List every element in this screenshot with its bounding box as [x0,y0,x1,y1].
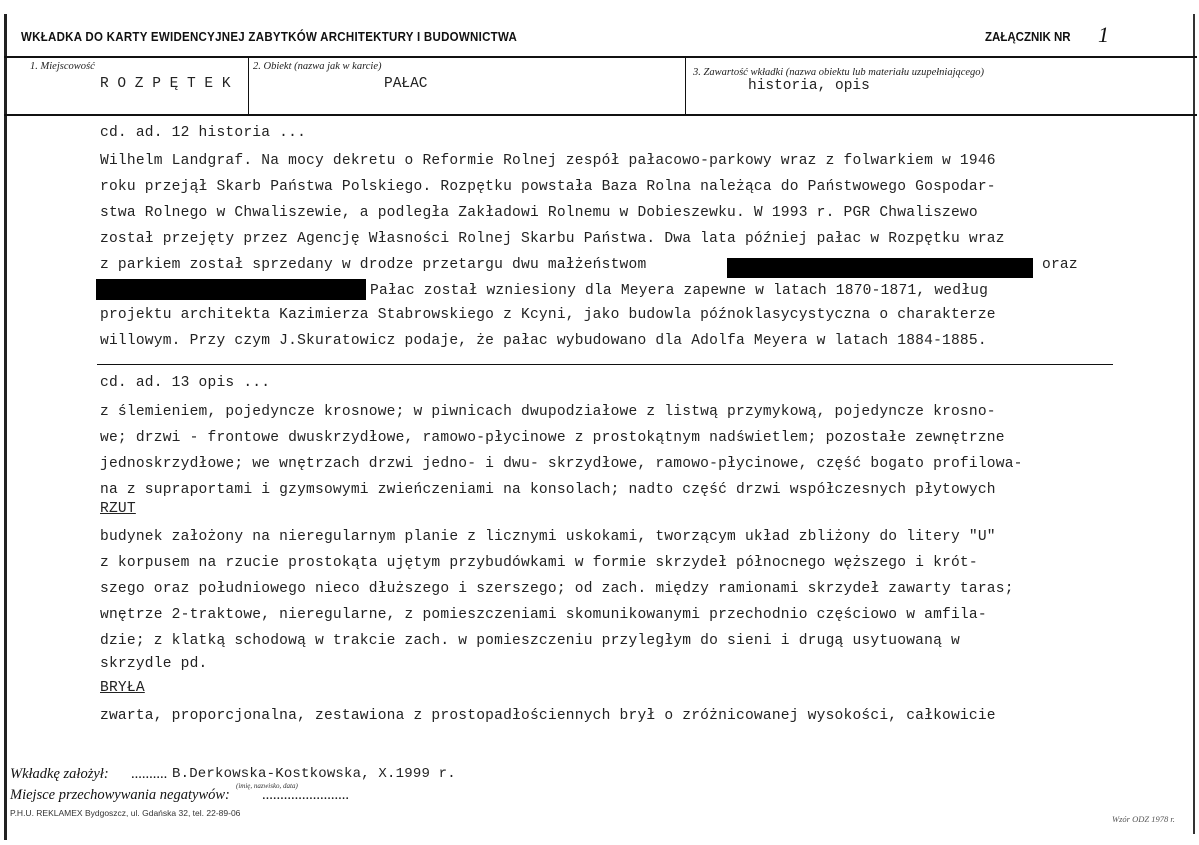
description-heading: cd. ad. 13 opis ... [100,375,271,391]
attachment-number: 1 [1098,22,1109,47]
redaction-bar [727,258,1033,278]
negatives-storage-dots: ........................ [262,787,349,803]
created-by-dots: .......... [131,766,168,782]
negatives-storage-label: Miejsce przechowywania negatywów: [10,787,230,803]
content-caption: 3. Zawartość wkładki (nazwa obiektu lub materiału uzupełniającego) [693,67,985,78]
redaction-bar [96,279,366,300]
fields-bottom-rule [4,114,1197,116]
plan-line: z korpusem na rzucie prostokąta ujętym przybudówkami w formie skrzydeł północnego węższego i krót- [100,555,978,571]
form-pattern-note: Wzór ODZ 1978 r. [1112,814,1175,824]
history-line: z parkiem został sprzedany w drodze przetargu dwu małżeństwom [100,257,647,273]
created-by-label: Wkładkę założył: [10,766,109,782]
printer-imprint: P.H.U. REKLAMEX Bydgoszcz, ul. Gdańska 32, tel. 22-89-06 [10,808,241,818]
plan-heading: RZUT [100,501,136,517]
description-line: jednoskrzydłowe; we wnętrzach drzwi jedno- i dwu- skrzydłowe, ramowo-płycinowe, część bogato profilowa- [100,456,1023,472]
place-caption: 1. Miejscowość [30,61,95,72]
page-border-left [4,14,7,840]
history-heading: cd. ad. 12 historia ... [100,125,307,141]
history-line: stwa Rolnego w Chwaliszewie, a podległa Zakładowi Rolnemu w Dobieszewku. W 1993 r. PGR Chwaliszewo [100,205,978,221]
history-line: willowym. Przy czym J.Skuratowicz podaje, że pałac wybudowano dla Adolfa Meyera w latach 1884-1885. [100,333,987,349]
plan-line: szego oraz południowego nieco dłuższego i szerszego; od zach. między ramionami skrzydeł zawarty taras; [100,581,1014,597]
plan-line: budynek założony na nieregularnym planie z licznymi uskokami, tworzącym układ zbliżony do litery "U" [100,529,996,545]
history-line: Pałac został wzniesiony dla Meyera zapewne w latach 1870-1871, według [370,283,989,299]
history-line: Wilhelm Landgraf. Na mocy dekretu o Reformie Rolnej zespół pałacowo-parkowy wraz z folwarkiem w 1946 [100,153,996,169]
mass-heading: BRYŁA [100,680,145,696]
description-line: na z supraportami i gzymsowymi zwieńczeniami na konsolach; nadto część drzwi współczesnych płytowych [100,482,996,498]
created-by-value: B.Derkowska-Kostkowska, X.1999 r. [172,766,456,782]
object-caption: 2. Obiekt (nazwa jak w karcie) [253,61,382,72]
history-line: roku przejął Skarb Państwa Polskiego. Rozpętku powstała Baza Rolna należąca do Państwowego Gospodar- [100,179,996,195]
page-border-right [1193,14,1195,834]
history-line-fragment: oraz [1042,257,1078,273]
header-rule [4,56,1197,58]
created-by-hint: (imię, nazwisko, data) [236,782,298,790]
field-divider-2 [685,57,686,115]
history-line: został przejęty przez Agencję Własności Rolnej Skarbu Państwa. Dwa lata później pałac w Rozpętku wraz [100,231,1005,247]
attachment-label: ZAŁĄCZNIK NR [985,30,1071,44]
mass-line: zwarta, proporcjonalna, zestawiona z prostopadłościennych brył o zróżnicowanej wysokości, całkowicie [100,708,996,724]
form-title: WKŁADKA DO KARTY EWIDENCYJNEJ ZABYTKÓW ARCHITEKTURY I BUDOWNICTWA [21,30,518,44]
place-value: R O Z P Ę T E K [100,76,231,92]
section-separator [97,364,1113,365]
field-divider-1 [248,57,249,115]
object-value: PAŁAC [384,76,428,92]
plan-line: wnętrze 2-traktowe, nieregularne, z pomieszczeniami skomunikowanymi przechodnio częściowo w amfila- [100,607,987,623]
content-value: historia, opis [748,78,870,94]
description-line: z ślemieniem, pojedyncze krosnowe; w piwnicach dwupodziałowe z listwą przymykową, pojedyncze krosno- [100,404,996,420]
history-line: projektu architekta Kazimierza Stabrowskiego z Kcyni, jako budowla późnoklasycystyczna o charakterze [100,307,996,323]
plan-line: dzie; z klatką schodową w trakcie zach. w pomieszczeniu przyległym do sieni i drugą usytuowaną w [100,633,960,649]
plan-line: skrzydle pd. [100,656,208,672]
description-line: we; drzwi - frontowe dwuskrzydłowe, ramowo-płycinowe z prostokątnym nadświetlem; pozostałe zewnętrzne [100,430,1005,446]
